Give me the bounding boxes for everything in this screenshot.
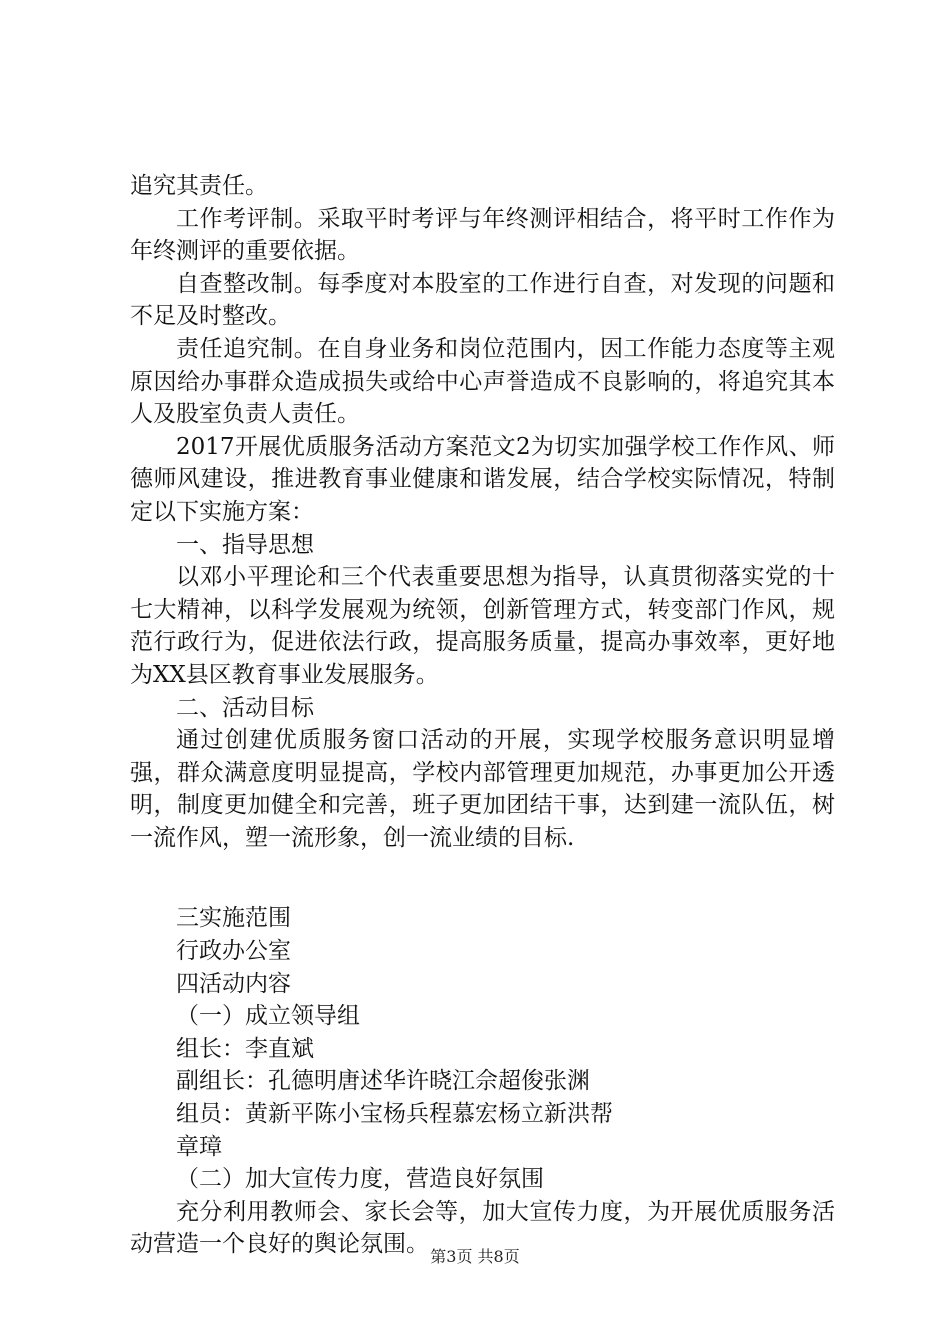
paragraph-plan-intro: 2017开展优质服务活动方案范文2为切实加强学校工作作风、师德师风建设，推进教育事业健康和谐发展，结合学校实际情况，特制定以下实施方案： — [130, 433, 835, 525]
document-body — [130, 170, 835, 1261]
paragraph-guiding-thought: 以邓小平理论和三个代表重要思想为指导，认真贯彻落实党的十七大精神，以科学发展观为统领，创新管理方式，转变部门作风，规范行政行为，促进依法行政，提高服务质量，提高办事效率，更好地为XX县区教育事业发展服务。 — [130, 564, 835, 688]
paragraph-spacer — [130, 854, 835, 902]
heading-guiding-thought: 一、指导思想 — [176, 531, 314, 558]
paragraph-continuation: 追究其责任。 — [130, 173, 268, 199]
heading-scope: 三实施范围 — [176, 905, 291, 932]
scope-item: 行政办公室 — [176, 938, 291, 965]
group-members-continued: 章璋 — [176, 1133, 222, 1160]
heading-activity-content: 四活动内容 — [176, 970, 291, 997]
paragraph-publicity: 充分利用教师会、家长会等，加大宣传力度，为开展优质服务活动营造一个良好的舆论氛围。 — [130, 1198, 835, 1258]
paragraph-work-evaluation: 工作考评制。采取平时考评与年终测评相结合，将平时工作作为年终测评的重要依据。 — [130, 205, 835, 265]
subheading-publicity: （二）加大宣传力度，营造良好氛围 — [176, 1166, 544, 1193]
group-members: 组员：黄新平陈小宝杨兵程慕宏杨立新洪帮 — [176, 1101, 613, 1128]
group-deputy-leaders: 副组长：孔德明唐述华许晓江佘超俊张渊 — [176, 1068, 590, 1095]
page-number-footer: 第3页 共8页 — [430, 1247, 520, 1266]
heading-activity-goals: 二、活动目标 — [176, 694, 314, 721]
paragraph-accountability: 责任追究制。在自身业务和岗位范围内，因工作能力态度等主观原因给办事群众造成损失或给中心声誉造成不良影响的，将追究其本人及股室负责人责任。 — [130, 335, 835, 428]
paragraph-self-inspection: 自查整改制。每季度对本股室的工作进行自查，对发现的问题和不足及时整改。 — [130, 270, 835, 330]
paragraph-activity-goals: 通过创建优质服务窗口活动的开展，实现学校服务意识明显增强，群众满意度明显提高，学校内部管理更加规范，办事更加公开透明，制度更加健全和完善，班子更加团结干事，达到建一流队伍，树一流作风，塑一流形象，创一流业绩的目标. — [130, 727, 835, 851]
group-leader: 组长：李直斌 — [176, 1035, 314, 1062]
subheading-leadership-group: （一）成立领导组 — [176, 1003, 360, 1030]
